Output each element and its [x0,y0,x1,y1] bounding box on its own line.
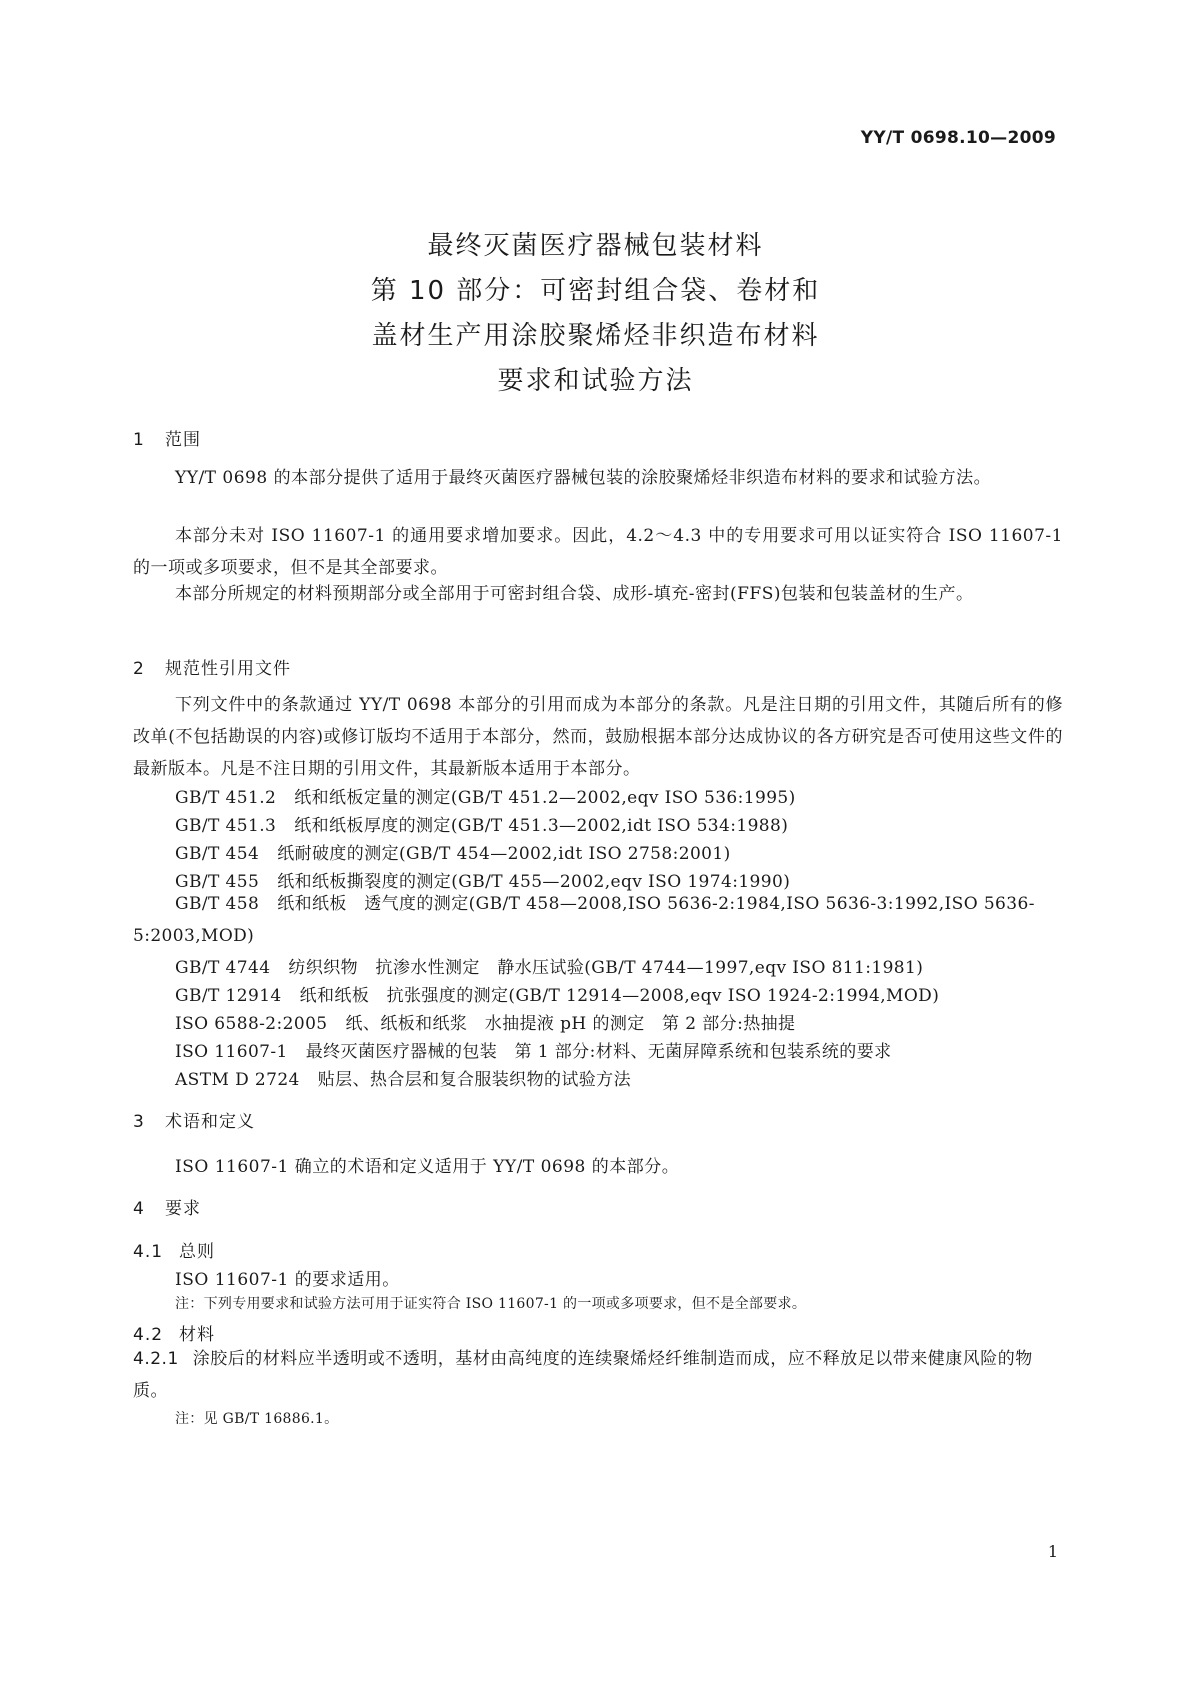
reference-title: 纸和纸板 透气度的测定(GB/T 458—2008,ISO 5636-2:1984,ISO 5636-3:1992,ISO 5636-5:2003,MOD) [133,894,1035,946]
reference-title: 纸和纸板厚度的测定(GB/T 451.3—2002,idt ISO 534:1988) [294,816,789,836]
page-number: 1 [1047,1542,1058,1561]
reference-item [175,1009,795,1034]
reference-item [175,1065,631,1090]
subsection-4-1-note: 注：下列专用要求和试验方法可用于证实符合 ISO 11607-1 的一项或多项要求，但不是全部要求。 [175,1296,807,1312]
section-2-number: 2 [133,659,145,679]
section-1-number: 1 [133,430,145,450]
section-2-heading [133,654,291,679]
reference-code: GB/T 4744 [175,958,271,978]
reference-title: 贴层、热合层和复合服装织物的试验方法 [317,1070,631,1090]
reference-code: ISO 6588-2:2005 [175,1014,328,1034]
section-4-title: 要求 [165,1199,201,1219]
document-title [0,224,1191,404]
section-2-intro: 下列文件中的条款通过 YY/T 0698 本部分的引用而成为本部分的条款。凡是注日期的引用文件，其随后所有的修改单(不包括勘误的内容)或修订版均不适用于本部分，然而，鼓励根据本部分达成协议的各方研究是否可使用这些文件的最新版本。凡是不注日期的引用文件，其最新版本适用于本部分。 [133,695,1063,779]
reference-code: GB/T 451.3 [175,816,277,836]
subsection-4-2-number: 4.2 [133,1325,164,1345]
clause-4-2-1-text: 涂胶后的材料应半透明或不透明，基材由高纯度的连续聚烯烃纤维制造而成，应不释放足以带来健康风险的物质。 [133,1349,1033,1401]
subsection-4-1-text: ISO 11607-1 的要求适用。 [175,1270,400,1290]
reference-title: 纸和纸板定量的测定(GB/T 451.2—2002,eqv ISO 536:1995) [294,788,796,808]
subsection-4-1-title: 总则 [179,1242,215,1262]
section-3-number: 3 [133,1112,145,1132]
reference-code: GB/T 455 [175,872,260,892]
clause-4-2-1-note: 注：见 GB/T 16886.1。 [175,1411,339,1427]
section-2-title: 规范性引用文件 [165,659,291,679]
reference-item [175,1037,892,1062]
reference-title: 纺织织物 抗渗水性测定 静水压试验(GB/T 4744—1997,eqv ISO 811:1981) [288,958,924,978]
title-line-4: 要求和试验方法 [497,366,694,396]
section-1-heading [133,425,201,450]
reference-code: GB/T 458 [175,894,260,914]
reference-title: 最终灭菌医疗器械的包装 第 1 部分:材料、无菌屏障系统和包装系统的要求 [305,1042,892,1062]
reference-item [175,783,796,808]
title-line-2: 第 10 部分：可密封组合袋、卷材和 [370,276,821,306]
standard-code: YY/T 0698.10—2009 [860,128,1056,148]
section-1-paragraph-1: YY/T 0698 的本部分提供了适用于最终灭菌医疗器械包装的涂胶聚烯烃非织造布材料的要求和试验方法。 [175,468,992,488]
reference-title: 纸和纸板 抗张强度的测定(GB/T 12914—2008,eqv ISO 1924-2:1994,MOD) [299,986,940,1006]
clause-4-2-1 [133,1343,1063,1407]
reference-code: GB/T 12914 [175,986,282,1006]
title-line-1: 最终灭菌医疗器械包装材料 [427,231,764,261]
reference-item [175,839,731,864]
reference-code: GB/T 451.2 [175,788,277,808]
section-4-number: 4 [133,1199,145,1219]
section-3-heading [133,1107,255,1132]
section-1-paragraph-3: 本部分所规定的材料预期部分或全部用于可密封组合袋、成形-填充-密封(FFS)包装和包装盖材的生产。 [175,584,974,604]
reference-item [175,811,788,836]
title-line-3: 盖材生产用涂胶聚烯烃非织造布材料 [371,321,820,351]
reference-code: GB/T 454 [175,844,260,864]
subsection-4-2-heading [133,1320,215,1345]
reference-item [133,888,1063,952]
section-4-heading [133,1194,201,1219]
clause-4-2-1-number: 4.2.1 [133,1349,179,1369]
subsection-4-1-number: 4.1 [133,1242,164,1262]
section-3-text: ISO 11607-1 确立的术语和定义适用于 YY/T 0698 的本部分。 [175,1157,680,1177]
section-1-title: 范围 [165,430,201,450]
reference-code: ASTM D 2724 [175,1070,300,1090]
section-3-title: 术语和定义 [165,1112,255,1132]
subsection-4-1-heading [133,1237,215,1262]
reference-item [175,981,939,1006]
reference-title: 纸和纸板撕裂度的测定(GB/T 455—2002,eqv ISO 1974:1990) [277,872,791,892]
subsection-4-2-title: 材料 [179,1325,215,1345]
section-1-paragraph-2: 本部分未对 ISO 11607-1 的通用要求增加要求。因此，4.2～4.3 中的专用要求可用以证实符合 ISO 11607-1 的一项或多项要求，但不是其全部要求。 [133,526,1063,578]
reference-title: 纸、纸板和纸浆 水抽提液 pH 的测定 第 2 部分:热抽提 [345,1014,796,1034]
reference-code: ISO 11607-1 [175,1042,288,1062]
reference-title: 纸耐破度的测定(GB/T 454—2002,idt ISO 2758:2001) [277,844,731,864]
reference-item [175,953,923,978]
